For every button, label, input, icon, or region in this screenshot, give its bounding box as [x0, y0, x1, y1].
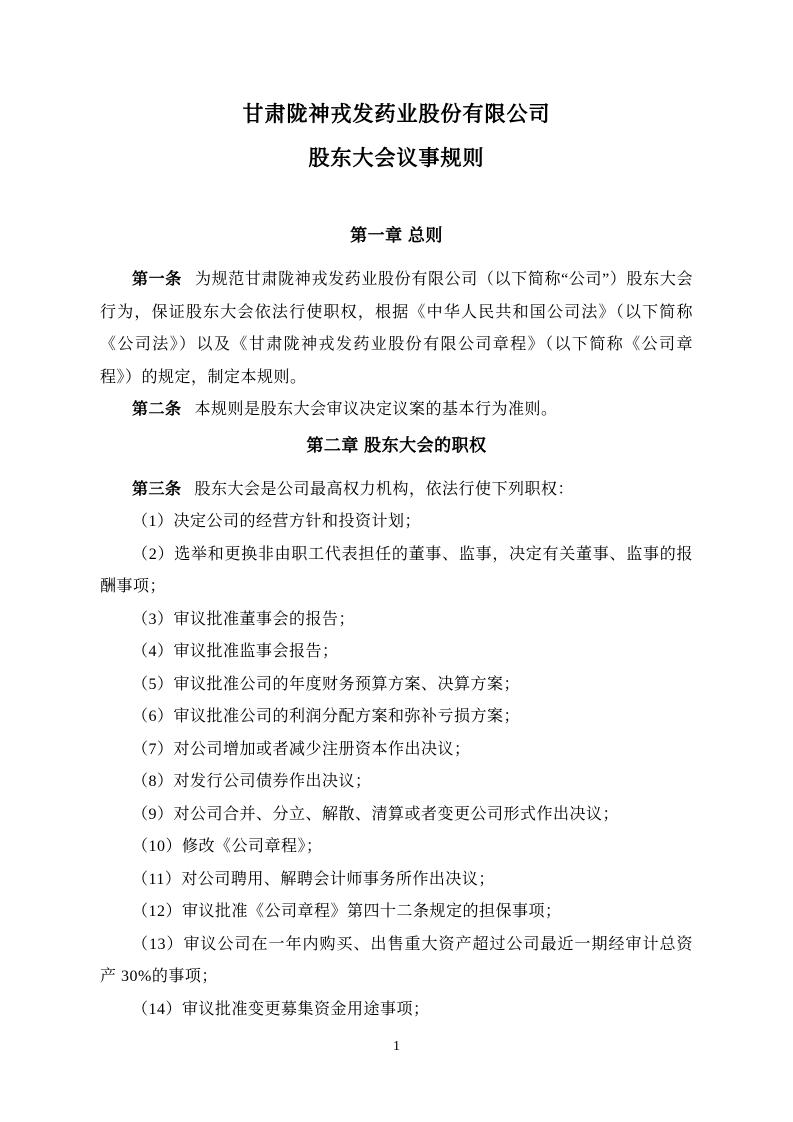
article-1 — [100, 264, 693, 394]
article-3-item-1: （1）决定公司的经营方针和投资计划； — [132, 513, 422, 530]
chapter-2-heading: 第二章 股东大会的职权 — [306, 435, 487, 455]
chapter-1-body — [100, 264, 693, 427]
article-3-item-11: （11）对公司聘用、解聘会计师事务所作出决议； — [132, 870, 495, 888]
article-3-text: 股东大会是公司最高权力机构，依法行使下列职权： — [194, 480, 575, 498]
chapter-2-body — [100, 474, 693, 1027]
article-1-text: 为规范甘肃陇神戎发药业股份有限公司（以下简称“公司”）股东大会行为，保证股东大会依法行使职权，根据《中华人民共和国公司法》（以下简称《公司法》）以及《甘肃陇神戎发药业股份有限公司章程》（以下简称《公司章程》）的规定，制定本规则。 — [100, 271, 693, 386]
page-number: 1 — [393, 1039, 400, 1054]
chapter-1-heading: 第一章 总则 — [350, 226, 443, 245]
article-3-item-13: （13）审议公司在一年内购买、出售重大资产超过公司最近一期经审计总资产 30%的事项； — [100, 935, 693, 985]
company-name: 甘肃陇神戎发药业股份有限公司 — [242, 103, 551, 126]
article-3-item-9: （9）对公司合并、分立、解散、清算或者变更公司形式作出决议； — [132, 805, 620, 823]
document-subtitle: 股东大会议事规则 — [308, 147, 485, 170]
article-2-text: 本规则是股东大会审议决定议案的基本行为准则。 — [194, 401, 558, 418]
article-3 — [100, 474, 693, 507]
article-3-item-3: （3）审议批准董事会的报告； — [132, 610, 356, 628]
article-3-label: 第三条 — [132, 480, 182, 498]
article-3-item-14: （14）审议批准变更募集资金用途事项； — [132, 1000, 430, 1018]
article-3-item-6: （6）审议批准公司的利润分配方案和弥补亏损方案； — [132, 708, 521, 725]
article-1-label: 第一条 — [132, 271, 182, 288]
article-3-item-7: （7）对公司增加或者减少注册资本作出决议； — [132, 740, 471, 758]
article-2-label: 第二条 — [132, 401, 182, 418]
article-3-item-4: （4）审议批准监事会报告； — [132, 643, 339, 660]
article-3-item-8: （8）对发行公司债券作出决议； — [132, 773, 372, 790]
article-3-item-5: （5）审议批准公司的年度财务预算方案、决算方案； — [132, 675, 521, 693]
document-title — [100, 93, 693, 181]
article-3-item-12: （12）审议批准《公司章程》第四十二条规定的担保事项； — [132, 903, 562, 920]
article-2 — [100, 394, 693, 427]
article-3-item-2: （2）选举和更换非由职工代表担任的董事、监事，决定有关董事、监事的报酬事项； — [100, 545, 693, 595]
article-3-item-10: （10）修改《公司章程》； — [132, 838, 323, 855]
